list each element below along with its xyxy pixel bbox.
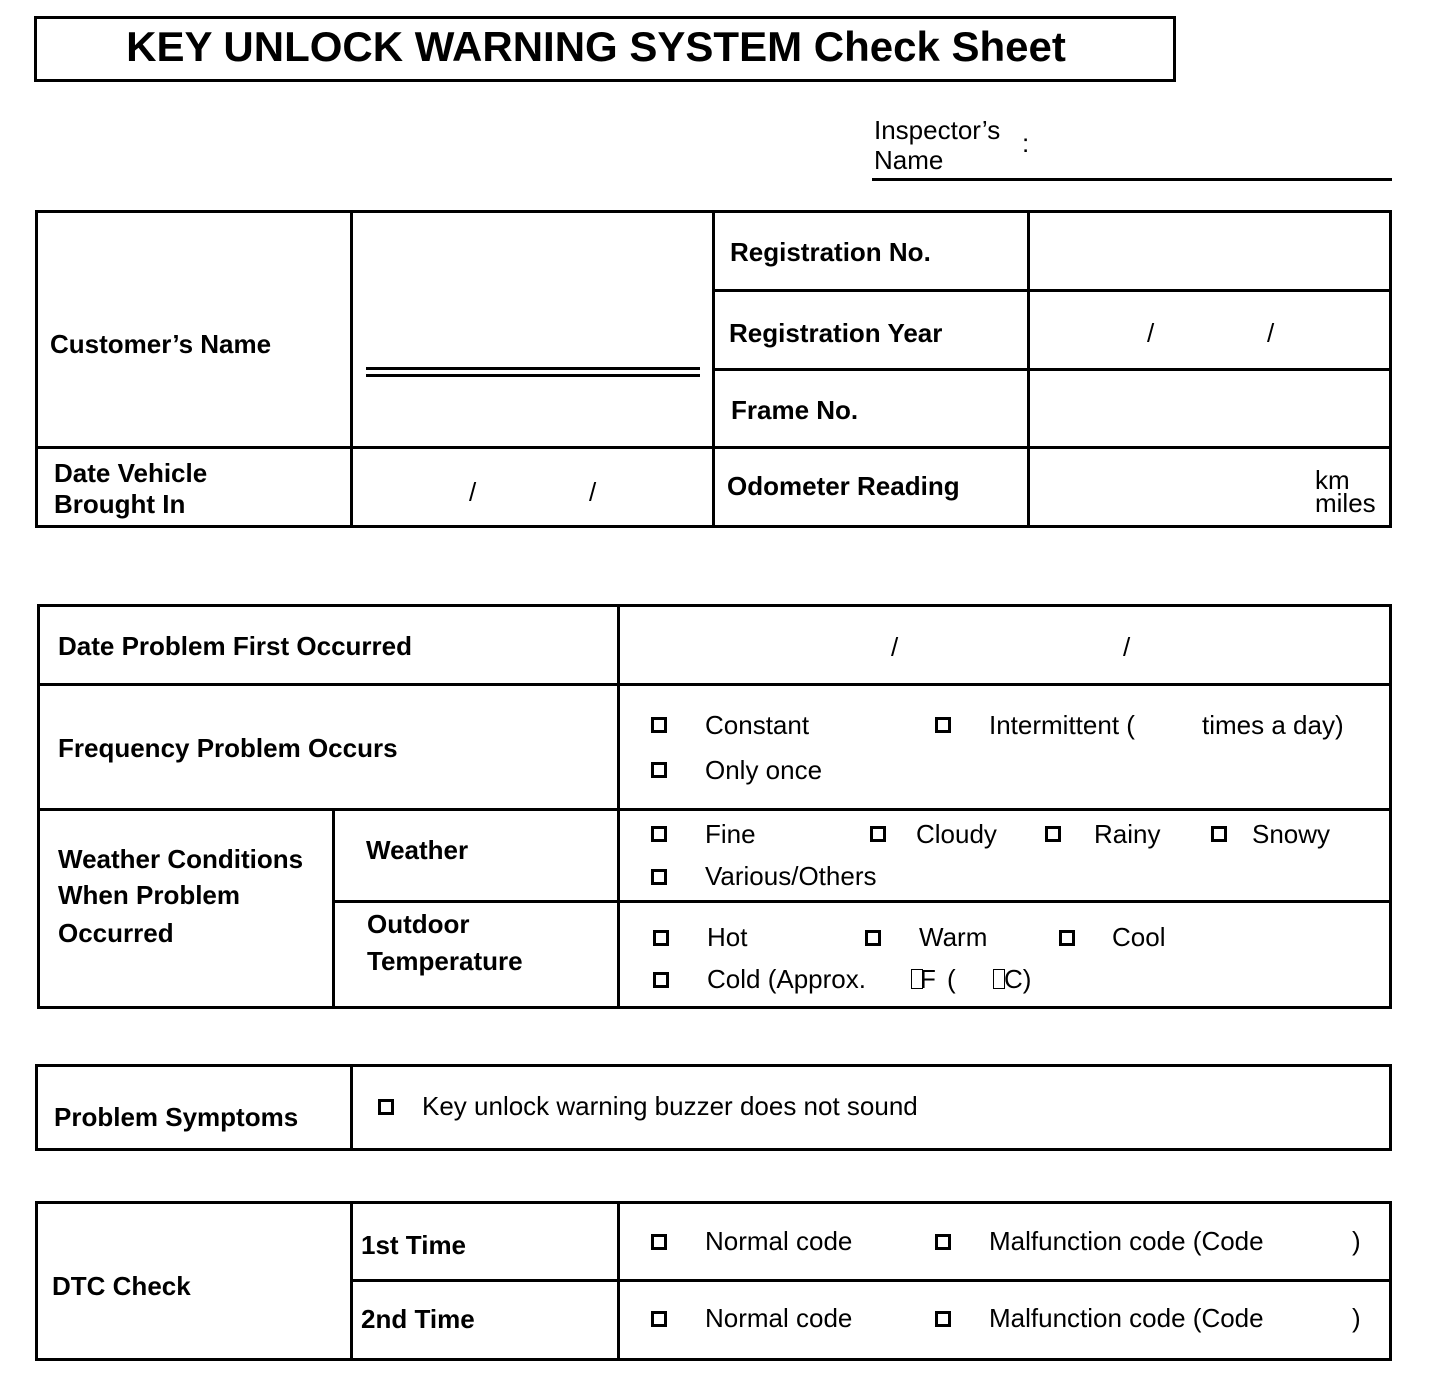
divider — [332, 808, 335, 1009]
problem-symptoms-label: Problem Symptoms — [54, 1102, 299, 1132]
dtc-first-normal-label: Normal code — [705, 1226, 853, 1256]
weather-label: Weather — [366, 835, 469, 865]
weather-rainy-checkbox[interactable] — [1045, 826, 1061, 842]
customer-name-label: Customer’s Name — [50, 329, 272, 359]
page-title: KEY UNLOCK WARNING SYSTEM Check Sheet — [126, 23, 1066, 70]
dtc-second-normal-label: Normal code — [705, 1303, 853, 1333]
intermittent-option-prefix: Intermittent ( — [989, 710, 1135, 740]
temperature-label-line1: Outdoor — [367, 909, 470, 939]
intermittent-option-suffix: times a day) — [1202, 710, 1344, 740]
dtc-check-label: DTC Check — [52, 1271, 191, 1301]
weather-snowy-label: Snowy — [1252, 819, 1331, 849]
dtc-second-time-label: 2nd Time — [361, 1304, 475, 1334]
divider — [712, 368, 1392, 371]
weather-conditions-label-line3: Occurred — [58, 918, 174, 948]
weather-cloudy-label: Cloudy — [916, 819, 997, 849]
frame-no-field[interactable] — [1032, 372, 1388, 444]
weather-snowy-checkbox[interactable] — [1211, 826, 1227, 842]
odometer-label: Odometer Reading — [727, 471, 960, 501]
temp-warm-checkbox[interactable] — [865, 930, 881, 946]
temperature-label-line2: Temperature — [367, 946, 523, 976]
temp-cold-label: Cold (Approx. — [707, 964, 866, 994]
date-in-label-line1: Date Vehicle — [54, 458, 208, 488]
inspector-colon: : — [1022, 128, 1030, 158]
inspector-label-line1: Inspector’s — [874, 115, 1001, 145]
divider — [617, 604, 620, 1009]
temp-unit-c: C) — [1004, 964, 1032, 994]
registration-no-label: Registration No. — [730, 237, 931, 267]
registration-year-sep-2: / — [1267, 318, 1275, 348]
temp-cool-checkbox[interactable] — [1059, 930, 1075, 946]
date-in-label-line2: Brought In — [54, 489, 186, 519]
intermittent-checkbox[interactable] — [935, 717, 951, 733]
first-occurred-sep-1: / — [891, 632, 899, 662]
temp-cool-label: Cool — [1112, 922, 1166, 952]
only-once-option-label: Only once — [705, 755, 823, 785]
inspector-label-line2: Name — [874, 145, 944, 175]
frequency-label: Frequency Problem Occurs — [58, 733, 398, 763]
temp-unit-f: F — [920, 964, 936, 994]
odometer-unit-miles: miles — [1315, 488, 1376, 518]
dtc-first-close-paren: ) — [1352, 1226, 1361, 1256]
dtc-first-malfunction-label: Malfunction code (Code — [989, 1226, 1264, 1256]
constant-checkbox[interactable] — [651, 717, 667, 733]
divider — [712, 289, 1392, 292]
weather-conditions-label-line1: Weather Conditions — [58, 844, 304, 874]
weather-rainy-label: Rainy — [1094, 819, 1161, 849]
temp-warm-label: Warm — [919, 922, 988, 952]
divider — [332, 900, 1392, 903]
divider — [37, 683, 1392, 686]
divider — [37, 808, 1392, 811]
weather-various-label: Various/Others — [705, 861, 877, 891]
dtc-first-time-label: 1st Time — [361, 1230, 467, 1260]
registration-year-label: Registration Year — [729, 318, 943, 348]
first-occurred-sep-2: / — [1123, 632, 1131, 662]
temp-hot-label: Hot — [707, 922, 748, 952]
weather-various-checkbox[interactable] — [651, 869, 667, 885]
weather-cloudy-checkbox[interactable] — [870, 826, 886, 842]
buzzer-symptom-label: Key unlock warning buzzer does not sound — [422, 1091, 918, 1121]
inspector-name-field[interactable] — [872, 178, 1392, 181]
dtc-second-normal-checkbox[interactable] — [651, 1311, 667, 1327]
weather-fine-checkbox[interactable] — [651, 826, 667, 842]
registration-year-sep-1: / — [1147, 318, 1155, 348]
dtc-second-malfunction-checkbox[interactable] — [935, 1311, 951, 1327]
buzzer-symptom-checkbox[interactable] — [378, 1099, 394, 1115]
registration-no-field[interactable] — [1032, 214, 1388, 288]
date-in-sep-2: / — [589, 477, 597, 507]
dtc-first-normal-checkbox[interactable] — [651, 1234, 667, 1250]
dtc-second-close-paren: ) — [1352, 1303, 1361, 1333]
dtc-first-malfunction-checkbox[interactable] — [935, 1234, 951, 1250]
date-in-sep-1: / — [469, 477, 477, 507]
frame-no-label: Frame No. — [731, 395, 859, 425]
first-occurred-label: Date Problem First Occurred — [58, 631, 412, 661]
divider — [35, 446, 1392, 449]
temp-paren-open: ( — [947, 964, 956, 994]
weather-fine-label: Fine — [705, 819, 756, 849]
only-once-checkbox[interactable] — [651, 762, 667, 778]
divider — [350, 210, 353, 528]
constant-option-label: Constant — [705, 710, 810, 740]
divider — [350, 1064, 353, 1151]
customer-name-underline — [366, 374, 700, 377]
odometer-unit-km: km — [1315, 465, 1350, 495]
temp-hot-checkbox[interactable] — [653, 930, 669, 946]
weather-conditions-label-line2: When Problem — [58, 880, 241, 910]
divider — [350, 1279, 1392, 1282]
customer-name-field[interactable] — [366, 367, 700, 370]
temp-cold-checkbox[interactable] — [653, 972, 669, 988]
dtc-second-malfunction-label: Malfunction code (Code — [989, 1303, 1264, 1333]
